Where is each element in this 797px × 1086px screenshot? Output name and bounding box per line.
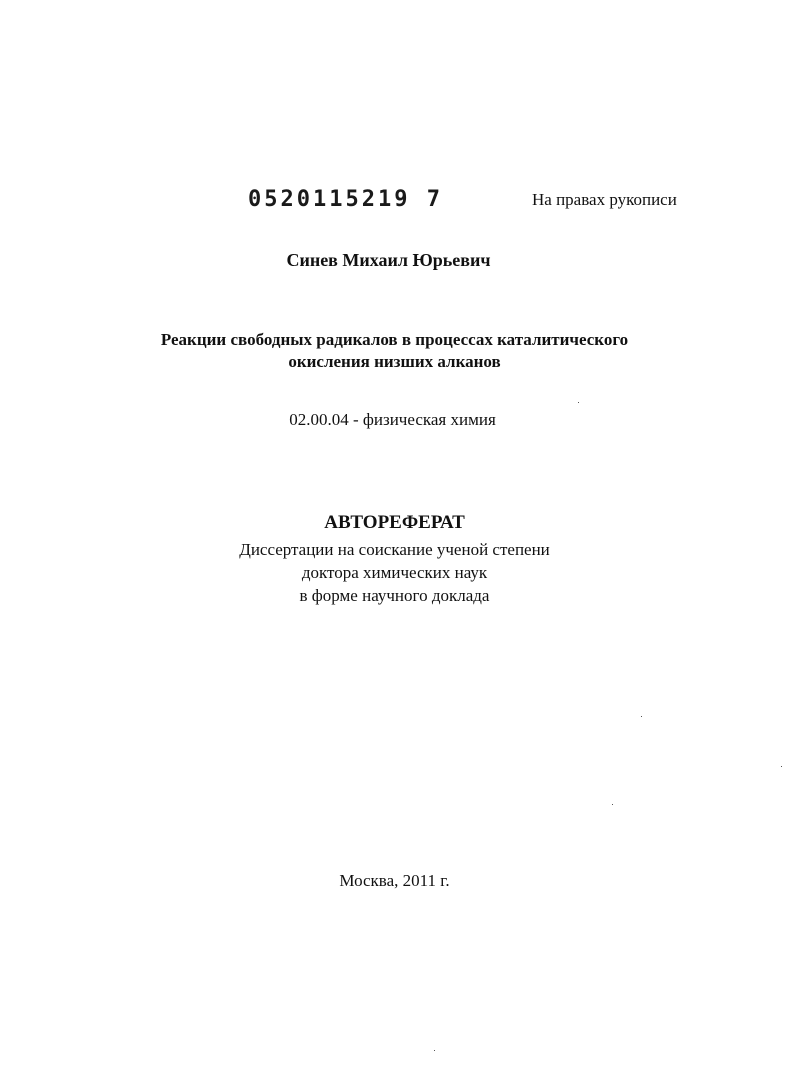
- specialty-code: 02.00.04 - физическая химия: [289, 410, 496, 429]
- document-registration-number: 0520115219 7: [248, 187, 443, 212]
- scan-speck: [612, 804, 613, 805]
- author-name: Синев Михаил Юрьевич: [286, 250, 491, 270]
- scan-speck: [641, 716, 642, 717]
- scan-speck: [781, 766, 782, 767]
- city-year: Москва, 2011 г.: [339, 871, 450, 890]
- scan-speck: [434, 1050, 435, 1051]
- abstract-line-2: доктора химических наук: [301, 563, 488, 582]
- scan-speck: [578, 402, 579, 403]
- dissertation-title: [0, 329, 793, 373]
- abstract-line-1: Диссертации на соискание ученой степени: [239, 540, 550, 559]
- abstract-description: [0, 538, 793, 607]
- title-line-2: окисления низших алканов: [288, 352, 501, 371]
- title-line-1: Реакции свободных радикалов в процессах каталитического: [160, 330, 629, 349]
- abstract-line-3: в форме научного доклада: [299, 586, 490, 605]
- rights-note: На правах рукописи: [532, 190, 677, 209]
- abstract-heading: АВТОРЕФЕРАТ: [324, 512, 465, 533]
